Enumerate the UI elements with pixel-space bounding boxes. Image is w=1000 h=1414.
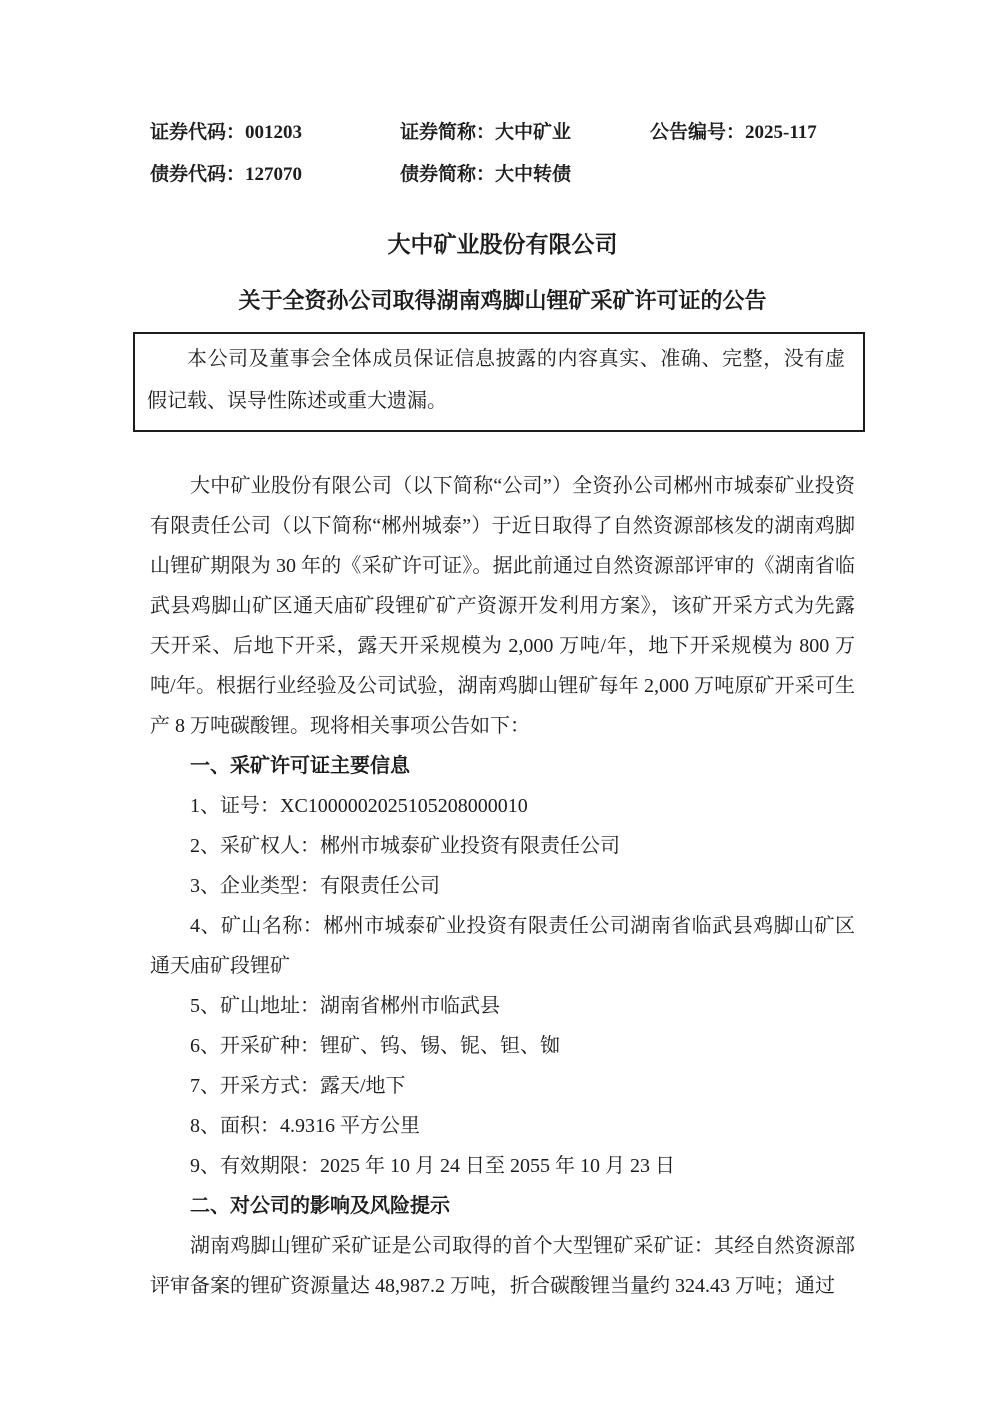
section1-heading: 一、采矿许可证主要信息	[190, 755, 410, 777]
announcement-content	[150, 466, 855, 1306]
license-item-number: 1、证号：XC1000002025105208000010	[190, 795, 528, 817]
license-item-mining-method: 7、开采方式：露天/地下	[190, 1075, 406, 1097]
header-meta-spacer	[650, 162, 855, 188]
license-item-mine-name: 4、矿山名称：郴州市城泰矿业投资有限责任公司湖南省临武县鸡脚山矿区通天庙矿段锂矿	[150, 915, 855, 977]
license-item-validity: 9、有效期限：2025 年 10 月 24 日至 2055 年 10 月 23 日	[190, 1155, 675, 1177]
header-meta-row-2	[150, 162, 855, 188]
company-title: 大中矿业股份有限公司	[387, 232, 618, 257]
header-meta-row-1	[150, 120, 855, 146]
disclaimer-text: 本公司及董事会全体成员保证信息披露的内容真实、准确、完整，没有虚假记载、误导性陈述或重大遗漏。	[147, 348, 845, 412]
bond-abbreviation: 债券简称：大中转债	[400, 164, 572, 185]
license-item-area: 8、面积：4.9316 平方公里	[190, 1115, 420, 1137]
license-item-mine-address: 5、矿山地址：湖南省郴州市临武县	[190, 995, 500, 1017]
bond-code: 债券代码：127070	[150, 164, 303, 185]
disclaimer-box	[133, 332, 865, 432]
announcement-title: 关于全资孙公司取得湖南鸡脚山锂矿采矿许可证的公告	[238, 288, 767, 313]
license-item-company-type: 3、企业类型：有限责任公司	[190, 875, 440, 897]
impact-paragraph: 湖南鸡脚山锂矿采矿证是公司取得的首个大型锂矿采矿证：其经自然资源部评审备案的锂矿资源量达 48,987.2 万吨，折合碳酸锂当量约 324.43 万吨；通过	[150, 1235, 855, 1297]
announcement-number: 公告编号：2025-117	[650, 122, 817, 143]
section2-heading: 二、对公司的影响及风险提示	[190, 1195, 450, 1217]
license-item-minerals: 6、开采矿种：锂矿、钨、锡、铌、钽、铷	[190, 1035, 560, 1057]
stock-abbreviation: 证券简称：大中矿业	[400, 122, 572, 143]
license-item-holder: 2、采矿权人：郴州市城泰矿业投资有限责任公司	[190, 835, 620, 857]
intro-paragraph: 大中矿业股份有限公司（以下简称“公司”）全资孙公司郴州市城泰矿业投资有限责任公司（以下简称“郴州城泰”）于近日取得了自然资源部核发的湖南鸡脚山锂矿期限为 30 年的《采矿许可证》。据此前通过自然资源部评审的《湖南省临武县鸡脚山矿区通天庙矿段锂矿矿产资源开发利用方案》，该矿开采方式为先露天开采、后地下开采，露天开采规模为 2,000 万吨/年，地下开采规模为 800 万吨/年。根据行业经验及公司试验，湖南鸡脚山锂矿每年 2,000 万吨原矿开采可生产 8 万吨碳酸锂。现将相关事项公告如下：	[150, 475, 855, 737]
stock-code: 证券代码：001203	[150, 122, 303, 143]
